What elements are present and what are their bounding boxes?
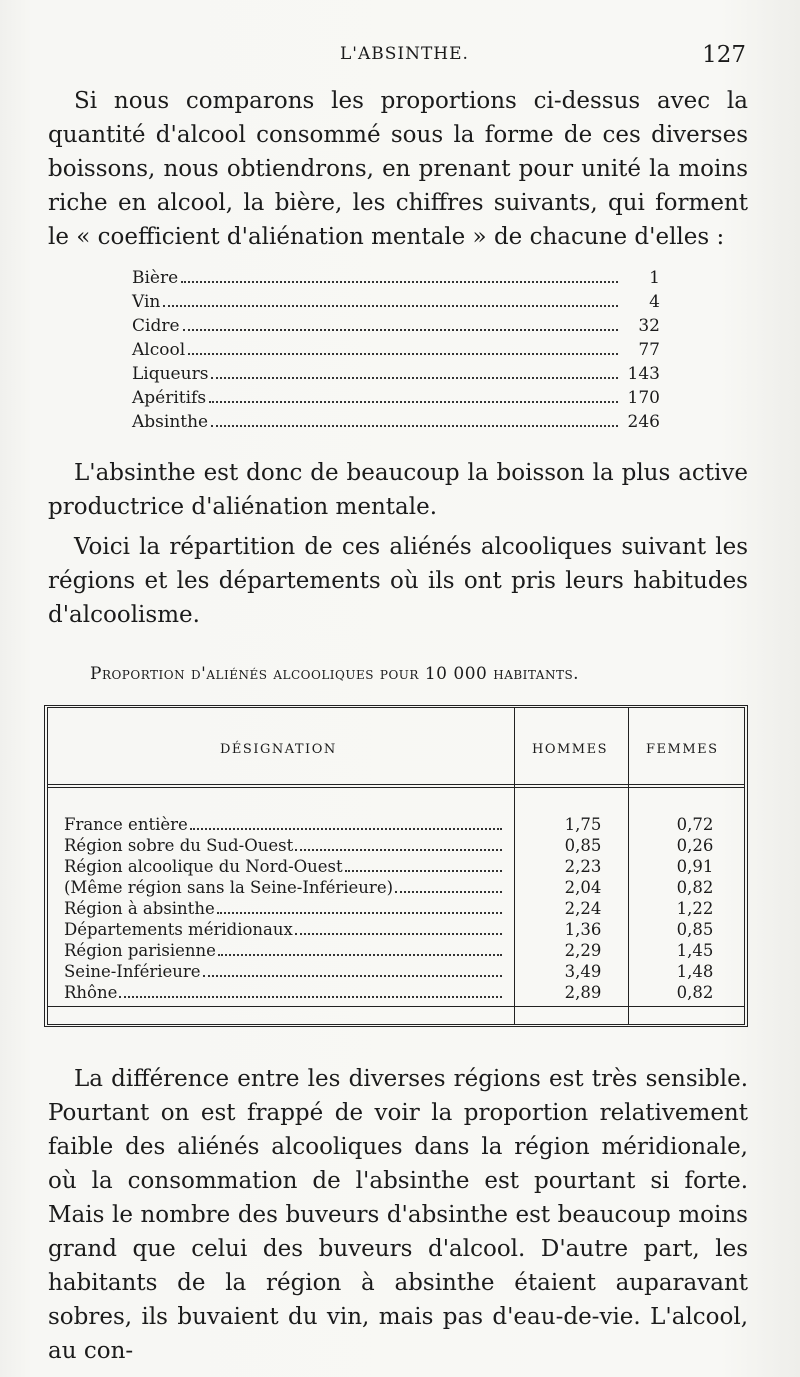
table-row xyxy=(64,878,734,899)
header-rule xyxy=(48,787,744,788)
dot-leader xyxy=(163,305,618,307)
conclusion-paragraph: L'absinthe est donc de beaucoup la boisson la plus active productrice d'aliénation mentale. xyxy=(48,460,748,520)
dot-leader xyxy=(295,849,502,851)
row-femmes: 1,45 xyxy=(676,941,714,960)
dot-leader xyxy=(181,281,618,283)
page-header xyxy=(50,44,750,74)
coefficient-label: Cidre xyxy=(132,316,180,336)
intro-paragraph: Si nous comparons les proportions ci-dessus avec la quantité d'alcool consommé sous la forme de ces diverses boissons, nous obtiendrons, en prenant pour unité la moins riche en alcool, la bière, les chiffres suivants, qui forment le « coefficient d'aliénation mentale » de chacune d'elles : xyxy=(48,88,748,250)
dot-leader xyxy=(218,954,502,956)
coefficient-label: Vin xyxy=(132,292,161,312)
coefficient-value: 4 xyxy=(649,292,660,312)
dot-leader xyxy=(295,933,502,935)
coefficient-row xyxy=(132,316,660,340)
page-number: 127 xyxy=(702,42,746,68)
dot-leader xyxy=(188,353,618,355)
table-row xyxy=(64,857,734,878)
row-designation: Départements méridionaux xyxy=(64,920,293,939)
row-designation: Région alcoolique du Nord-Ouest xyxy=(64,857,343,876)
row-designation: Rhône xyxy=(64,983,118,1002)
header-rule xyxy=(48,784,744,785)
row-femmes: 1,48 xyxy=(676,962,714,981)
repartition-paragraph: Voici la répartition de ces aliénés alcooliques suivant les régions et les départements où ils ont pris leurs habitudes d'alcoolisme. xyxy=(48,534,748,628)
dot-leader xyxy=(203,975,502,977)
table-row xyxy=(64,983,734,1004)
coefficient-list xyxy=(132,268,660,436)
dot-leader xyxy=(217,912,502,914)
dot-leader xyxy=(183,329,618,331)
row-hommes: 3,49 xyxy=(564,962,602,981)
row-designation: Région parisienne xyxy=(64,941,216,960)
coefficient-value: 77 xyxy=(638,340,660,360)
coefficient-label: Bière xyxy=(132,268,179,288)
table-row xyxy=(64,962,734,983)
coefficient-row xyxy=(132,412,660,436)
coefficient-row xyxy=(132,364,660,388)
table-caption: Proportion d'aliénés alcooliques pour 10 000 habitants. xyxy=(90,664,580,684)
table-row xyxy=(64,815,734,836)
coefficient-value: 246 xyxy=(627,412,660,432)
coefficient-value: 170 xyxy=(627,388,660,408)
row-femmes: 0,82 xyxy=(676,878,714,897)
table-row xyxy=(64,941,734,962)
row-hommes: 2,24 xyxy=(564,899,602,918)
coefficient-row xyxy=(132,292,660,316)
row-designation: (Même région sans la Seine-Inférieure) xyxy=(64,878,394,897)
row-femmes: 0,72 xyxy=(676,815,714,834)
table-row xyxy=(64,920,734,941)
row-designation: Seine-Inférieure xyxy=(64,962,201,981)
row-femmes: 1,22 xyxy=(676,899,714,918)
data-table xyxy=(44,705,748,1027)
table-row xyxy=(64,899,734,920)
row-designation: France entière xyxy=(64,815,188,834)
coefficient-row xyxy=(132,340,660,364)
dot-leader xyxy=(211,377,618,379)
dot-leader xyxy=(209,401,618,403)
coefficient-label: Apéritifs xyxy=(132,388,207,408)
row-femmes: 0,82 xyxy=(676,983,714,1002)
coefficient-label: Alcool xyxy=(132,340,186,360)
row-designation: Région sobre du Sud-Ouest xyxy=(64,836,294,855)
table-row xyxy=(64,836,734,857)
row-femmes: 0,26 xyxy=(676,836,714,855)
running-title: L'ABSINTHE. xyxy=(340,44,469,64)
row-hommes: 2,23 xyxy=(564,857,602,876)
row-hommes: 2,04 xyxy=(564,878,602,897)
coefficient-label: Absinthe xyxy=(132,412,209,432)
row-hommes: 0,85 xyxy=(564,836,602,855)
column-header-designation: DÉSIGNATION xyxy=(220,742,337,757)
dot-leader xyxy=(119,996,502,998)
dot-leader xyxy=(345,870,502,872)
row-designation: Région à absinthe xyxy=(64,899,215,918)
coefficient-row xyxy=(132,268,660,292)
row-hommes: 2,29 xyxy=(564,941,602,960)
row-femmes: 0,91 xyxy=(676,857,714,876)
coefficient-value: 32 xyxy=(638,316,660,336)
coefficient-value: 1 xyxy=(649,268,660,288)
coefficient-label: Liqueurs xyxy=(132,364,209,384)
coefficient-value: 143 xyxy=(627,364,660,384)
dot-leader xyxy=(395,891,502,893)
footer-rule xyxy=(48,1006,744,1007)
final-paragraph: La différence entre les diverses régions est très sensible. Pourtant on est frappé de voir la proportion relativement faible des aliénés alcooliques dans la région méridionale, où la consommation de l'absinthe est pourtant si forte. Mais le nombre des buveurs d'absinthe est beaucoup moins grand que celui des buveurs d'alcool. D'autre part, les habitants de la région à absinthe étaient auparavant sobres, ils buvaient du vin, mais pas d'eau-de-vie. L'alcool, au con- xyxy=(48,1066,748,1364)
column-header-femmes: FEMMES xyxy=(646,742,719,757)
coefficient-row xyxy=(132,388,660,412)
dot-leader xyxy=(190,828,502,830)
row-hommes: 2,89 xyxy=(564,983,602,1002)
dot-leader xyxy=(211,425,618,427)
row-hommes: 1,75 xyxy=(564,815,602,834)
row-femmes: 0,85 xyxy=(676,920,714,939)
row-hommes: 1,36 xyxy=(564,920,602,939)
column-header-hommes: HOMMES xyxy=(532,742,609,757)
